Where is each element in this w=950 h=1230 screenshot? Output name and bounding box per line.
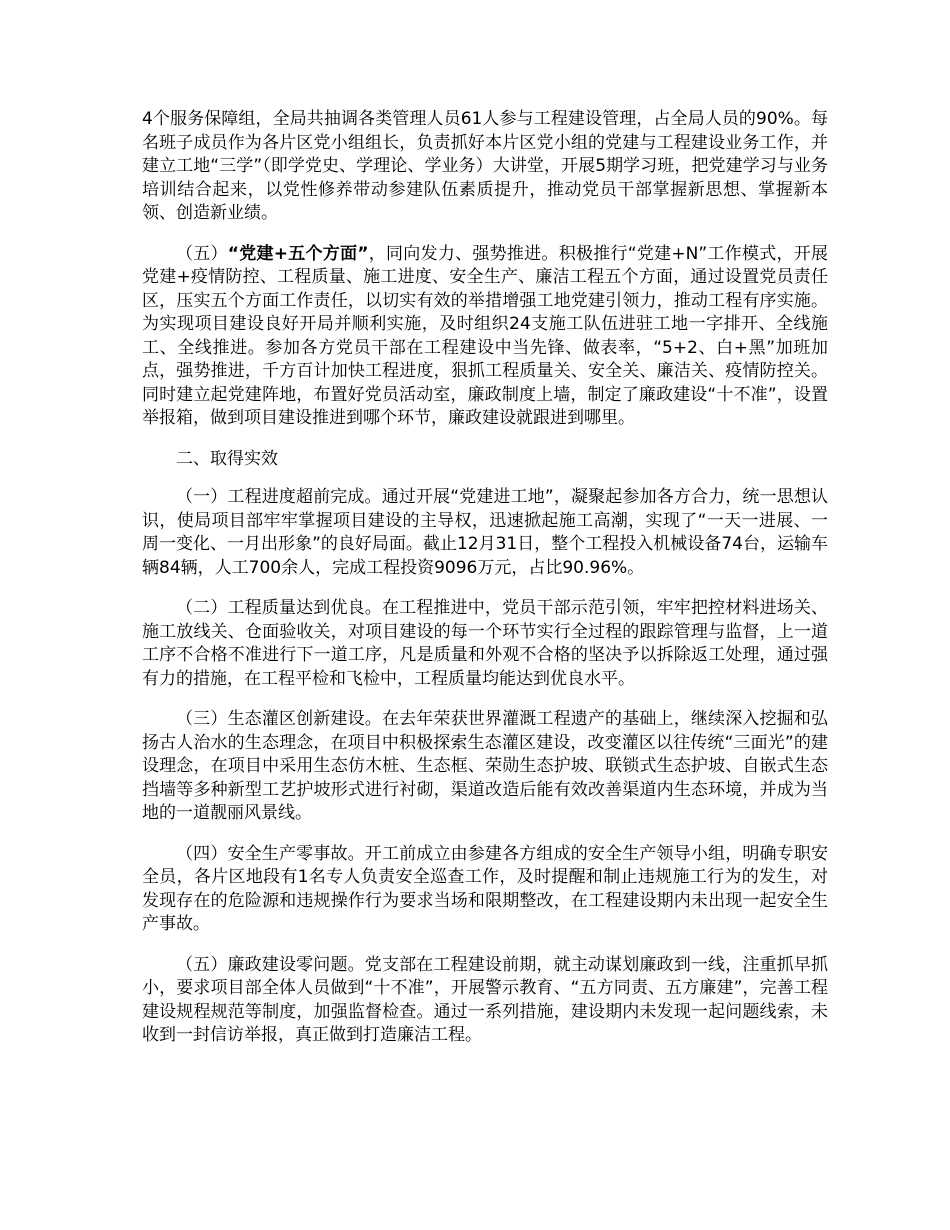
paragraph-party-building-five-aspects [142,243,828,431]
bold-phrase: “党建+五个方面” [227,243,369,264]
paragraph-continued: 4个服务保障组，全局共抽调各类管理人员61人参与工程建设管理，占全局人员的90%。每名班子成员作为各片区党小组组长，负责抓好本片区党小组的党建与工程建设业务工作，并建立工地“三学”（即学党史、学理论、学业务）大讲堂，开展5期学习班，把党建学习与业务培训结合起来，以党性修养带动参建队伍素质提升，推动党员干部掌握新思想、掌握新本领、创造新业绩。 [142,109,828,223]
result-paragraph-quality: （二）工程质量达到优良。在工程推进中，党员干部示范引领，牢牢把控材料进场关、施工放线关、仓面验收关，对项目建设的每一个环节实行全过程的跟踪管理与监督，上一道工序不合格不准进行下一道工序，凡是质量和外观不合格的坚决予以拆除返工处理，通过强有力的措施，在工程平检和飞检中，工程质量均能达到优良水平。 [142,598,828,689]
section-heading: 二、取得实效 [176,448,278,469]
paragraph-text: ，同向发力、强势推进。积极推行“党建+N”工作模式，开展党建+疫情防控、工程质量、施工进度、安全生产、廉洁工程五个方面，通过设置党员责任区，压实五个方面工作责任，以切实有效的举措增强工地党建引领力，推动工程有序实施。为实现项目建设良好开局并顺利实施，及时组织24支施工队伍进驻工地一字排开、全线施工、全线推进。参加各方党员干部在工程建设中当先锋、做表率，“5+2、白+黑”加班加点，强势推进，千方百计加快工程进度，狠抓工程质量关、安全关、廉洁关、疫情防控关。同时建立起党建阵地，布置好党员活动室，廉政制度上墙，制定了廉政建设“十不准”，设置举报箱，做到项目建设推进到哪个环节，廉政建设就跟进到哪里。 [142,243,828,428]
result-paragraph-integrity: （五）廉政建设零问题。党支部在工程建设前期，就主动谋划廉政到一线，注重抓早抓小，要求项目部全体人员做到“十不准”，开展警示教育、“五方同责、五方廉建”，完善工程建设规程规范等制度，加强监督检查。通过一系列措施，建设期内未发现一起问题线索，未收到一封信访举报，真正做到打造廉洁工程。 [142,954,828,1045]
result-paragraph-progress: （一）工程进度超前完成。通过开展“党建进工地”，凝聚起参加各方合力，统一思想认识，使局项目部牢牢掌握项目建设的主导权，迅速掀起施工高潮，实现了“一天一进展、一周一变化、一月出形象”的良好局面。截止12月31日，整个工程投入机械设备74台，运输车辆84辆，人工700余人，完成工程投资9096万元，占比90.96%。 [142,487,828,578]
result-paragraph-ecology: （三）生态灌区创新建设。在去年荣获世界灌溉工程遗产的基础上，继续深入挖掘和弘扬古人治水的生态理念，在项目中积极探索生态灌区建设，改变灌区以往传统“三面光”的建设理念，在项目中采用生态仿木桩、生态框、荣勋生态护坡、联锁式生态护坡、自嵌式生态挡墙等多种新型工艺护坡形式进行衬砌，渠道改造后能有效改善渠道内生态环境，并成为当地的一道靓丽风景线。 [142,709,828,823]
result-paragraph-safety: （四）安全生产零事故。开工前成立由参建各方组成的安全生产领导小组，明确专职安全员，各片区地段有1名专人负责安全巡查工作，及时提醒和制止违规施工行为的发生，对发现存在的危险源和违规操作行为要求当场和限期整改，在工程建设期内未出现一起安全生产事故。 [142,843,828,934]
document-body [142,108,828,1065]
paragraph-prefix: （五） [176,243,228,264]
